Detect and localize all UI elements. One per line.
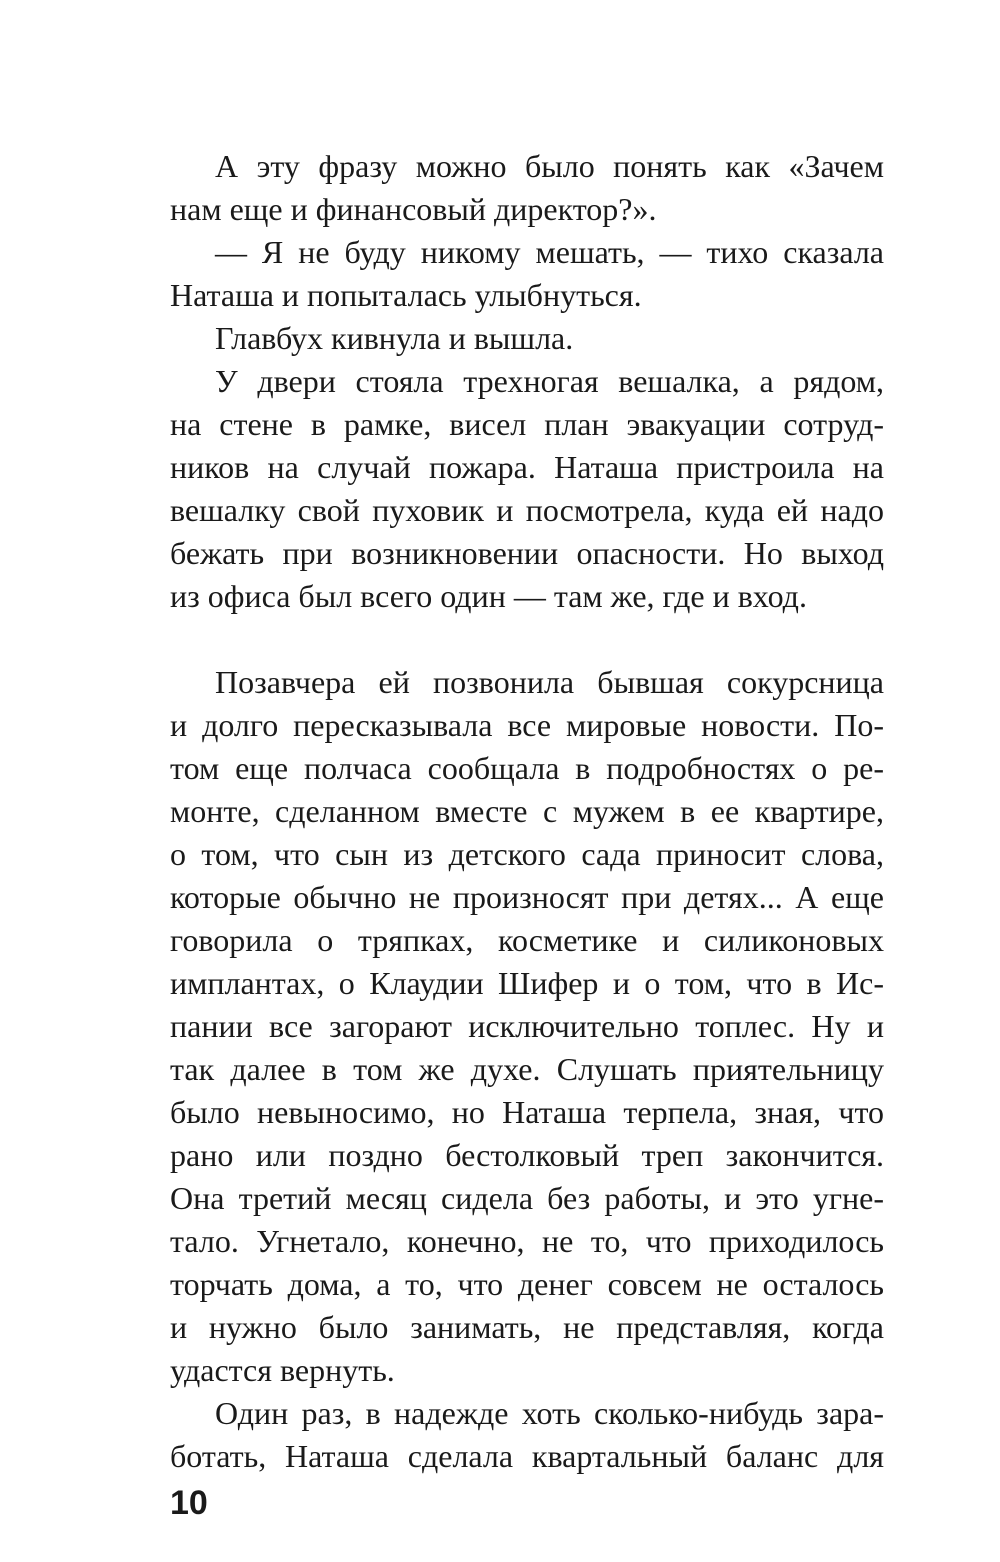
- text-line: пании все загорают исключительно топлес. Ну и: [170, 1008, 884, 1044]
- text-line: говорила о тряпках, косметике и силиконовых: [170, 922, 884, 958]
- text-line: удастся вернуть.: [170, 1352, 395, 1388]
- text-line: рано или поздно бестолковый треп закончится.: [170, 1137, 884, 1173]
- text-line: и нужно было занимать, не представляя, когда: [170, 1309, 884, 1345]
- text-line: о том, что сын из детского сада приносит слова,: [170, 836, 884, 872]
- text-line: бежать при возникновении опасности. Но выход: [170, 535, 884, 571]
- text-line: Главбух кивнула и вышла.: [215, 320, 574, 356]
- text-line: ботать, Наташа сделала квартальный баланс для: [170, 1438, 884, 1474]
- text-line: Она третий месяц сидела без работы, и это угне-: [170, 1180, 884, 1216]
- text-line: Один раз, в надежде хоть сколько-нибудь зара-: [215, 1395, 884, 1431]
- text-line: торчать дома, а то, что денег совсем не осталось: [170, 1266, 884, 1302]
- text-line: Наташа и попыталась улыбнуться.: [170, 277, 642, 313]
- text-line: и долго пересказывала все мировые новости. По-: [170, 707, 884, 743]
- text-line: том еще полчаса сообщала в подробностях о ре-: [170, 750, 884, 786]
- text-line: — Я не буду никому мешать, — тихо сказала: [215, 234, 884, 270]
- text-line: нам еще и финансовый директор?».: [170, 191, 657, 227]
- text-line: так далее в том же духе. Слушать приятельницу: [170, 1051, 884, 1087]
- text-line: было невыносимо, но Наташа терпела, зная, что: [170, 1094, 884, 1130]
- text-line: имплантах, о Клаудии Шифер и о том, что в Ис-: [170, 965, 884, 1001]
- text-line: из офиса был всего один — там же, где и вход.: [170, 578, 807, 614]
- text-line: А эту фразу можно было понять как «Зачем: [215, 148, 884, 184]
- text-line: Позавчера ей позвонила бывшая сокурсница: [215, 664, 884, 700]
- text-line: ников на случай пожара. Наташа пристроила на: [170, 449, 884, 485]
- text-line: на стене в рамке, висел план эвакуации сотруд-: [170, 406, 884, 442]
- text-line: монте, сделанном вместе с мужем в ее квартире,: [170, 793, 884, 829]
- text-line: вешалку свой пуховик и посмотрела, куда ей надо: [170, 492, 884, 528]
- text-line: У двери стояла трехногая вешалка, а рядом,: [215, 363, 884, 399]
- page-number: 10: [170, 1484, 208, 1522]
- text-line: тало. Угнетало, конечно, не то, что приходилось: [170, 1223, 884, 1259]
- text-line: которые обычно не произносят при детях... А еще: [170, 879, 884, 915]
